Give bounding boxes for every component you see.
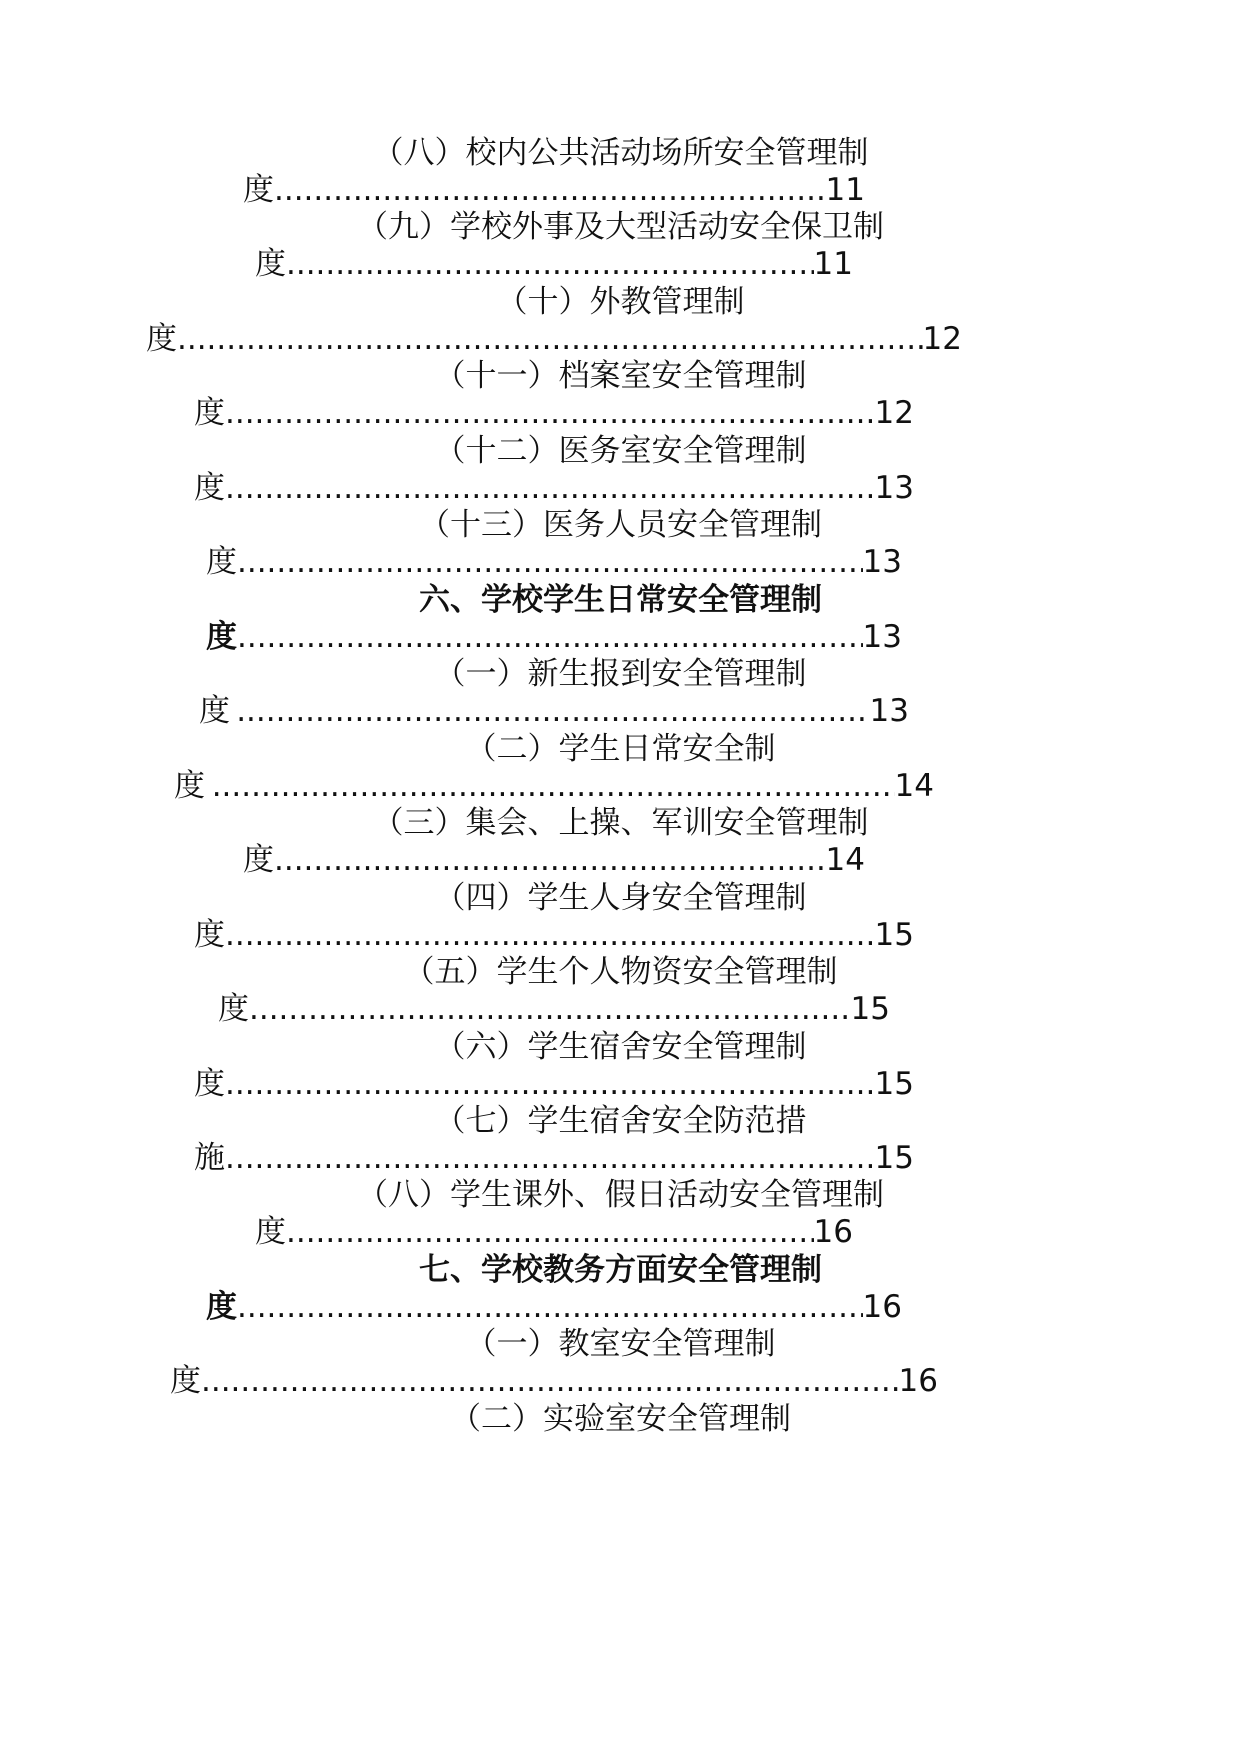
toc-section-title: 七、学校教务方面安全管理制	[419, 1252, 822, 1288]
toc-dot-leader	[286, 1212, 814, 1252]
toc-page-number: 11	[825, 172, 865, 208]
toc-dot-leader	[237, 617, 863, 657]
toc-page-number: 11	[813, 246, 853, 282]
toc-entry-leader-row	[146, 319, 962, 359]
toc-entry-tail: 度	[194, 395, 225, 431]
toc-entry-tail: 度	[218, 991, 249, 1027]
toc-entry-title: （二）学生日常安全制	[465, 731, 776, 767]
toc-dot-leader	[237, 1287, 863, 1327]
toc-dot-leader	[237, 542, 863, 582]
toc-dot-leader	[249, 989, 851, 1029]
toc-dot-leader	[274, 170, 826, 210]
toc-entry-tail: 施	[194, 1140, 225, 1176]
toc-entry-tail: 度	[194, 1066, 225, 1102]
toc-page-number: 14	[825, 842, 865, 878]
toc-page-number: 12	[874, 395, 914, 431]
toc-entry-title: （十三）医务人员安全管理制	[419, 507, 822, 543]
toc-entry-leader-row	[255, 244, 853, 284]
toc-entry-tail: 度	[194, 917, 225, 953]
toc-dot-leader	[286, 244, 814, 284]
toc-page-number: 15	[874, 917, 914, 953]
toc-page-number: 13	[869, 693, 909, 729]
toc-entry-title: （八）校内公共活动场所安全管理制	[372, 135, 869, 171]
toc-entry-tail: 度	[170, 1363, 201, 1399]
toc-entry-tail: 度	[206, 544, 237, 580]
toc-dot-leader	[212, 766, 895, 806]
toc-entry-title: （十二）医务室安全管理制	[434, 433, 807, 469]
toc-dot-leader	[177, 319, 923, 359]
toc-section-title: 六、学校学生日常安全管理制	[419, 582, 822, 618]
toc-entry-leader-row	[174, 766, 934, 806]
toc-entry-tail: 度	[194, 470, 225, 506]
toc-dot-leader	[201, 1361, 899, 1401]
toc-entry-leader-row	[218, 989, 890, 1029]
toc-page-number: 15	[850, 991, 890, 1027]
toc-entry-leader-row	[194, 1064, 914, 1104]
toc-page-number: 16	[898, 1363, 938, 1399]
toc-dot-leader	[225, 468, 875, 508]
toc-entry-tail: 度	[174, 768, 205, 804]
toc-page-number: 16	[862, 1289, 902, 1325]
toc-page-number: 16	[813, 1214, 853, 1250]
toc-page-number: 15	[874, 1140, 914, 1176]
toc-entry-leader-row	[194, 468, 914, 508]
toc-page-number: 14	[894, 768, 934, 804]
toc-dot-leader	[274, 840, 826, 880]
toc-entry-title: （十一）档案室安全管理制	[434, 358, 807, 394]
toc-dot-leader	[225, 393, 875, 433]
toc-entry-tail: 度	[243, 172, 274, 208]
toc-entry-tail: 度	[206, 1289, 237, 1325]
toc-entry-leader-row	[243, 840, 865, 880]
toc-entry-leader-row	[206, 617, 902, 657]
toc-page-number: 13	[862, 544, 902, 580]
toc-entry-tail: 度	[199, 693, 230, 729]
toc-entry-leader-row	[255, 1212, 853, 1252]
toc-dot-leader	[236, 691, 869, 731]
toc-entry-title: （六）学生宿舍安全管理制	[434, 1029, 807, 1065]
toc-entry-title: （二）实验室安全管理制	[450, 1401, 791, 1437]
toc-entry-leader-row	[194, 393, 914, 433]
toc-page-number: 12	[922, 321, 962, 357]
toc-entry-leader-row	[206, 542, 902, 582]
toc-dot-leader	[225, 1138, 875, 1178]
toc-entry-title: （八）学生课外、假日活动安全管理制	[357, 1177, 884, 1213]
toc-entry-title: （四）学生人身安全管理制	[434, 880, 807, 916]
toc-page-number: 15	[874, 1066, 914, 1102]
toc-entry-title: （九）学校外事及大型活动安全保卫制	[357, 209, 884, 245]
toc-entry-title: （七）学生宿舍安全防范措	[434, 1103, 807, 1139]
toc-entry-leader-row	[194, 1138, 914, 1178]
toc-entry-title: （一）新生报到安全管理制	[434, 656, 807, 692]
toc-entry-title: （十）外教管理制	[496, 284, 745, 320]
toc-entry-title: （三）集会、上操、军训安全管理制	[372, 805, 869, 841]
toc-entry-title: （五）学生个人物资安全管理制	[403, 954, 838, 990]
toc-page-number: 13	[862, 619, 902, 655]
toc-page-number: 13	[874, 470, 914, 506]
toc-entry-leader-row	[243, 170, 865, 210]
toc-entry-tail: 度	[255, 246, 286, 282]
toc-entry-leader-row	[170, 1361, 938, 1401]
toc-entry-leader-row	[206, 1287, 902, 1327]
toc-entry-leader-row	[199, 691, 909, 731]
toc-entry-leader-row	[194, 915, 914, 955]
toc-dot-leader	[225, 915, 875, 955]
toc-entry-tail: 度	[146, 321, 177, 357]
toc-entry-tail: 度	[206, 619, 237, 655]
toc-dot-leader	[225, 1064, 875, 1104]
toc-entry-tail: 度	[243, 842, 274, 878]
toc-entry-tail: 度	[255, 1214, 286, 1250]
toc-entry-title: （一）教室安全管理制	[465, 1326, 776, 1362]
